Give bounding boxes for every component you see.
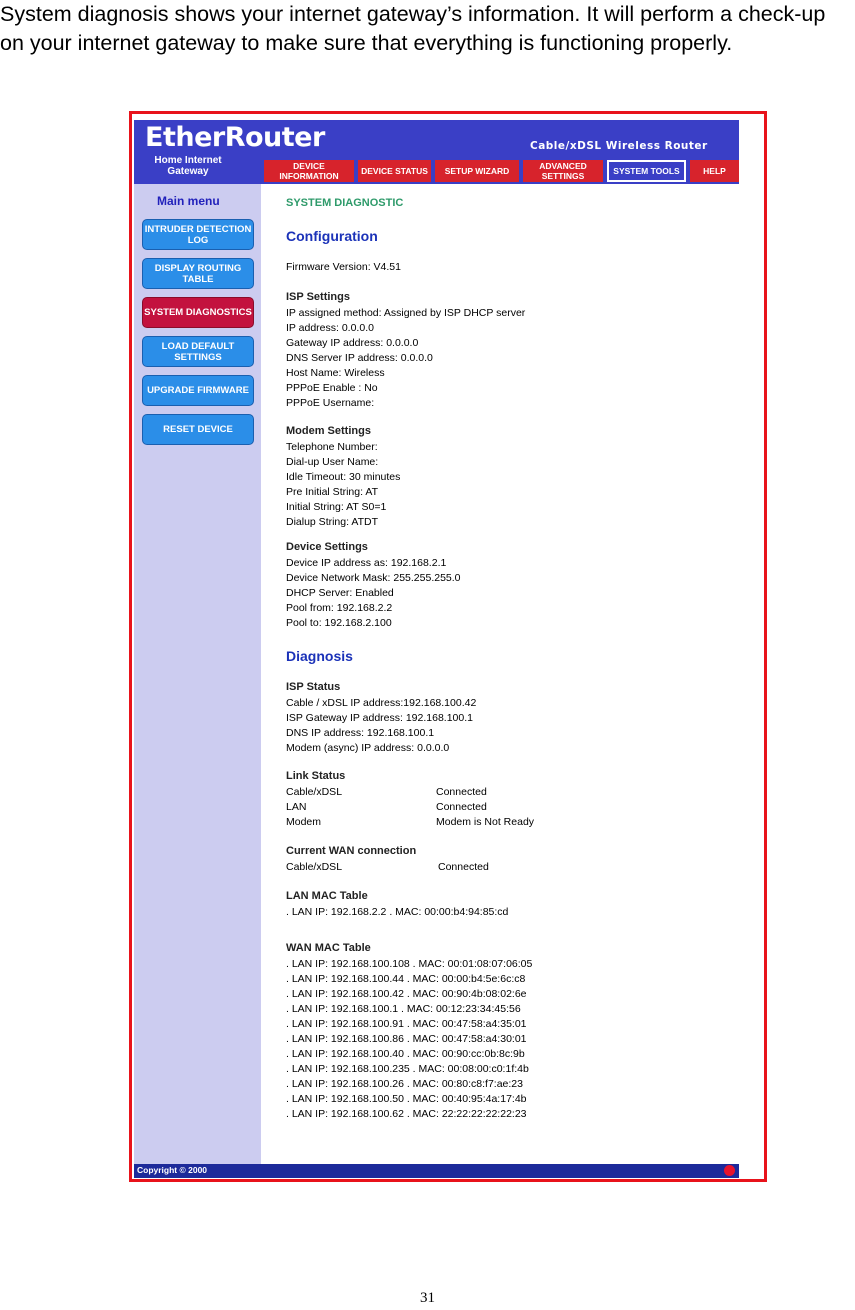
isp-status-title: ISP Status bbox=[286, 681, 341, 693]
device-settings-line: Device IP address as: 192.168.2.1 bbox=[286, 557, 447, 569]
screenshot-frame bbox=[129, 111, 767, 1182]
logo: EtherRouter bbox=[145, 122, 325, 153]
wan-connection-value: Connected bbox=[438, 861, 489, 873]
isp-status-line: Modem (async) IP address: 0.0.0.0 bbox=[286, 742, 450, 754]
device-settings-line: Pool to: 192.168.2.100 bbox=[286, 617, 392, 629]
page-number: 31 bbox=[420, 1290, 435, 1306]
nav-system-tools[interactable]: SYSTEM TOOLS bbox=[607, 160, 686, 182]
router-page bbox=[134, 120, 739, 1178]
wan-mac-line: . LAN IP: 192.168.100.40 . MAC: 00:90:cc:0b:8c:9b bbox=[286, 1048, 525, 1060]
logo-subtitle: Home Internet Gateway bbox=[154, 155, 222, 177]
nav-device-status[interactable]: DEVICE STATUS bbox=[358, 160, 431, 182]
isp-settings-line: IP assigned method: Assigned by ISP DHCP server bbox=[286, 307, 526, 319]
wan-mac-line: . LAN IP: 192.168.100.91 . MAC: 00:47:58:a4:35:01 bbox=[286, 1018, 527, 1030]
wan-mac-line: . LAN IP: 192.168.100.62 . MAC: 22:22:22:22:22:23 bbox=[286, 1108, 527, 1120]
firmware-version: Firmware Version: V4.51 bbox=[286, 261, 401, 273]
menu-upgrade-firmware[interactable]: UPGRADE FIRMWARE bbox=[142, 375, 254, 406]
menu-display-routing-table[interactable]: DISPLAY ROUTING TABLE bbox=[142, 258, 254, 289]
modem-settings-line: Telephone Number: bbox=[286, 441, 378, 453]
nav-advanced-settings[interactable]: ADVANCED SETTINGS bbox=[523, 160, 603, 182]
wan-mac-line: . LAN IP: 192.168.100.26 . MAC: 00:80:c8:f7:ae:23 bbox=[286, 1078, 523, 1090]
footer-bar bbox=[134, 1164, 739, 1178]
wan-mac-line: . LAN IP: 192.168.100.86 . MAC: 00:47:58:a4:30:01 bbox=[286, 1033, 527, 1045]
link-status-name: Modem bbox=[286, 816, 322, 828]
modem-settings-title: Modem Settings bbox=[286, 425, 371, 437]
content-area bbox=[261, 184, 739, 1164]
configuration-heading: Configuration bbox=[286, 228, 378, 244]
wan-mac-line: . LAN IP: 192.168.100.50 . MAC: 00:40:95:4a:17:4b bbox=[286, 1093, 527, 1105]
link-status-name: LAN bbox=[286, 801, 307, 813]
wan-mac-title: WAN MAC Table bbox=[286, 942, 371, 954]
wan-connection-title: Current WAN connection bbox=[286, 845, 417, 857]
isp-settings-line: Host Name: Wireless bbox=[286, 367, 385, 379]
isp-status-line: DNS IP address: 192.168.100.1 bbox=[286, 727, 435, 739]
menu-system-diagnostics[interactable]: SYSTEM DIAGNOSTICS bbox=[142, 297, 254, 328]
isp-settings-line: PPPoE Username: bbox=[286, 397, 375, 409]
page-title: SYSTEM DIAGNOSTIC bbox=[286, 197, 404, 209]
modem-settings-line: Dialup String: ATDT bbox=[286, 516, 379, 528]
sidebar bbox=[134, 184, 261, 1164]
product-tagline: Cable/xDSL Wireless Router bbox=[530, 140, 708, 152]
modem-settings-line: Pre Initial String: AT bbox=[286, 486, 379, 498]
router-header bbox=[134, 120, 739, 184]
link-status-name: Cable/xDSL bbox=[286, 786, 343, 798]
link-status-value: Connected bbox=[436, 786, 487, 798]
main-menu-title: Main menu bbox=[157, 194, 220, 208]
isp-status-line: ISP Gateway IP address: 192.168.100.1 bbox=[286, 712, 473, 724]
device-settings-title: Device Settings bbox=[286, 541, 368, 553]
isp-settings-line: DNS Server IP address: 0.0.0.0 bbox=[286, 352, 433, 364]
modem-settings-line: Idle Timeout: 30 minutes bbox=[286, 471, 401, 483]
link-status-value: Connected bbox=[436, 801, 487, 813]
nav-help[interactable]: HELP bbox=[690, 160, 739, 182]
modem-settings-line: Dial-up User Name: bbox=[286, 456, 379, 468]
wan-mac-line: . LAN IP: 192.168.100.108 . MAC: 00:01:08:07:06:05 bbox=[286, 958, 533, 970]
isp-settings-line: Gateway IP address: 0.0.0.0 bbox=[286, 337, 419, 349]
menu-load-default-settings[interactable]: LOAD DEFAULT SETTINGS bbox=[142, 336, 254, 367]
device-settings-line: Pool from: 192.168.2.2 bbox=[286, 602, 393, 614]
isp-settings-line: IP address: 0.0.0.0 bbox=[286, 322, 374, 334]
wan-mac-line: . LAN IP: 192.168.100.44 . MAC: 00:00:b4:5e:6c:c8 bbox=[286, 973, 526, 985]
isp-status-line: Cable / xDSL IP address:192.168.100.42 bbox=[286, 697, 477, 709]
lan-mac-title: LAN MAC Table bbox=[286, 890, 368, 902]
nav-setup-wizard[interactable]: SETUP WIZARD bbox=[435, 160, 519, 182]
wan-mac-line: . LAN IP: 192.168.100.42 . MAC: 00:90:4b:08:02:6e bbox=[286, 988, 527, 1000]
menu-intruder-detection-log[interactable]: INTRUDER DETECTION LOG bbox=[142, 219, 254, 250]
copyright: Copyright © 2000 bbox=[137, 1165, 208, 1175]
wan-mac-line: . LAN IP: 192.168.100.1 . MAC: 00:12:23:34:45:56 bbox=[286, 1003, 521, 1015]
link-status-title: Link Status bbox=[286, 770, 346, 782]
status-dot-icon bbox=[724, 1165, 735, 1176]
isp-settings-title: ISP Settings bbox=[286, 291, 350, 303]
lan-mac-line: . LAN IP: 192.168.2.2 . MAC: 00:00:b4:94:85:cd bbox=[286, 906, 509, 918]
device-settings-line: Device Network Mask: 255.255.255.0 bbox=[286, 572, 461, 584]
nav-device-information[interactable]: DEVICE INFORMATION bbox=[264, 160, 354, 182]
intro-paragraph: System diagnosis shows your internet gateway’s information. It will perform a check-up on your internet gateway to make sure that everything is functioning properly. bbox=[0, 2, 826, 55]
link-status-value: Modem is Not Ready bbox=[436, 816, 535, 828]
wan-mac-line: . LAN IP: 192.168.100.235 . MAC: 00:08:00:c0:1f:4b bbox=[286, 1063, 529, 1075]
isp-settings-line: PPPoE Enable : No bbox=[286, 382, 378, 394]
menu-reset-device[interactable]: RESET DEVICE bbox=[142, 414, 254, 445]
wan-connection-name: Cable/xDSL bbox=[286, 861, 343, 873]
modem-settings-line: Initial String: AT S0=1 bbox=[286, 501, 387, 513]
diagnosis-heading: Diagnosis bbox=[286, 648, 353, 664]
device-settings-line: DHCP Server: Enabled bbox=[286, 587, 394, 599]
